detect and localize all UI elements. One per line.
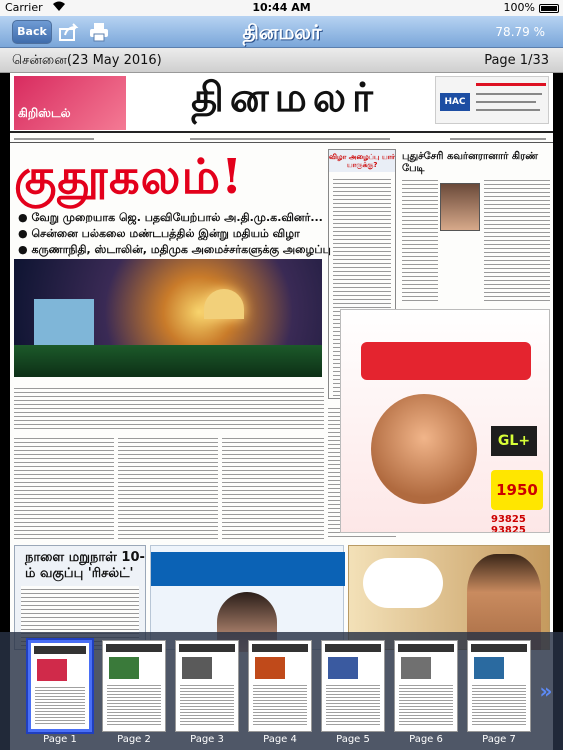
thumb-header: [34, 646, 86, 654]
dateline-text: [450, 138, 546, 140]
main-headline: குதூகலம்!: [14, 149, 244, 205]
thumbnail-page-1[interactable]: [28, 640, 92, 732]
back-button[interactable]: Back: [12, 20, 52, 44]
thumbnail-page-3[interactable]: [175, 640, 239, 732]
masthead-ad-right[interactable]: [435, 76, 549, 124]
ad-speech-bubble: [363, 558, 443, 608]
carrier-label: Carrier: [5, 1, 43, 14]
thumb-header: [471, 644, 527, 652]
thumb-header: [179, 644, 235, 652]
thumb-header: [398, 644, 454, 652]
ad-right-line: [476, 101, 536, 103]
right-article-text: [484, 177, 550, 301]
thumb-image: [182, 657, 212, 679]
share-icon[interactable]: [58, 22, 80, 42]
ad-right-brand: HAC: [440, 93, 470, 111]
ad-banner: [361, 342, 531, 380]
thumbnail-label[interactable]: Page 3: [190, 734, 224, 745]
ad-right-line: [476, 83, 546, 86]
thumb-lines: [107, 683, 161, 727]
results-title: நாளை மறுநாள் 10-ம் வகுப்பு 'ரிசல்ட்': [25, 550, 145, 581]
thumbnail-label[interactable]: Page 7: [482, 734, 516, 745]
thumbnail-page-6[interactable]: [394, 640, 458, 732]
right-article-photo: [440, 183, 480, 231]
ad-right-line: [476, 93, 542, 95]
headline-bullet: ● கருணாநிதி, ஸ்டாலின், மதிமுக அமைச்சர்களுக்கு அழைப்பு: [18, 243, 331, 258]
dateline: [10, 135, 553, 143]
thumbnail-label[interactable]: Page 4: [263, 734, 297, 745]
side-column-head: விழா அழைப்பு யார் யாருக்கு?: [329, 150, 395, 172]
thumb-lines: [399, 683, 453, 727]
ad-brand: GL+: [491, 426, 537, 456]
thumbnail-label[interactable]: Page 1: [43, 734, 77, 745]
status-bar: [0, 0, 563, 16]
dateline-text: [190, 138, 390, 140]
thumb-header: [106, 644, 162, 652]
gold-loan-ad[interactable]: [340, 309, 550, 533]
thumb-header: [325, 644, 381, 652]
ad-band: [151, 552, 345, 586]
article-column: [118, 435, 218, 539]
thumb-lines: [253, 683, 307, 727]
page-indicator: Page 1/33: [484, 53, 549, 68]
thumbnail-label[interactable]: Page 2: [117, 734, 151, 745]
headline-bullet: ● வேறு முறையாக ஜெ. பதவியேற்பால் அ.தி.மு.க.வினர்...: [18, 211, 323, 226]
dateline-text: [14, 138, 94, 140]
headline-bullet: ● சென்னை பல்கலை மண்டபத்தில் இன்று மதியம் விழா: [18, 227, 300, 242]
photo-dome: [204, 289, 244, 319]
thumb-image: [474, 657, 504, 679]
lead-photo: [14, 259, 322, 377]
thumb-image: [37, 659, 67, 681]
thumb-lines: [180, 683, 234, 727]
ad-left-label: கிறிஸ்டல்: [18, 106, 71, 120]
thumb-image: [255, 657, 285, 679]
masthead-title: தினமலர்: [191, 74, 379, 121]
edition-bar: [0, 48, 563, 73]
clock: 10:44 AM: [252, 1, 311, 14]
ad-face: [371, 394, 477, 504]
thumb-image: [328, 657, 358, 679]
photo-trees: [14, 345, 322, 377]
app-logo: தினமலர்: [242, 20, 322, 44]
toolbar: [0, 16, 563, 48]
right-article-text: [402, 177, 438, 301]
photo-building: [34, 299, 94, 349]
thumbnail-page-4[interactable]: [248, 640, 312, 732]
ad-price: 1950: [491, 470, 543, 510]
battery-percent: 100%: [503, 1, 535, 14]
thumb-lines: [35, 685, 85, 725]
thumb-image: [109, 657, 139, 679]
article-column: [222, 435, 324, 539]
lead-story[interactable]: [14, 149, 331, 259]
masthead: [10, 73, 553, 133]
right-headline[interactable]: புதுச்சேரி கவர்னரானார் கிரண் பேடி: [402, 151, 538, 174]
thumbnail-page-7[interactable]: [467, 640, 531, 732]
thumb-image: [401, 657, 431, 679]
page-thumbnail-strip: [0, 632, 563, 750]
masthead-ad-left[interactable]: [14, 76, 126, 130]
chevron-double-right-icon[interactable]: »: [539, 679, 553, 703]
printer-icon[interactable]: [88, 22, 110, 42]
thumb-header: [252, 644, 308, 652]
zoom-level: 78.79 %: [495, 25, 545, 39]
thumbnail-label[interactable]: Page 6: [409, 734, 443, 745]
thumb-lines: [472, 683, 526, 727]
thumb-lines: [326, 683, 380, 727]
thumbnail-page-5[interactable]: [321, 640, 385, 732]
edition-label: சென்னை(23 May 2016): [12, 53, 162, 68]
ad-right-line: [476, 109, 540, 111]
thumbnail-label[interactable]: Page 5: [336, 734, 370, 745]
article-column: [14, 435, 114, 539]
lead-story-text: [14, 385, 324, 431]
battery-icon: [539, 4, 559, 13]
ad-phone: 93825 93825: [491, 514, 526, 533]
thumbnail-page-2[interactable]: [102, 640, 166, 732]
